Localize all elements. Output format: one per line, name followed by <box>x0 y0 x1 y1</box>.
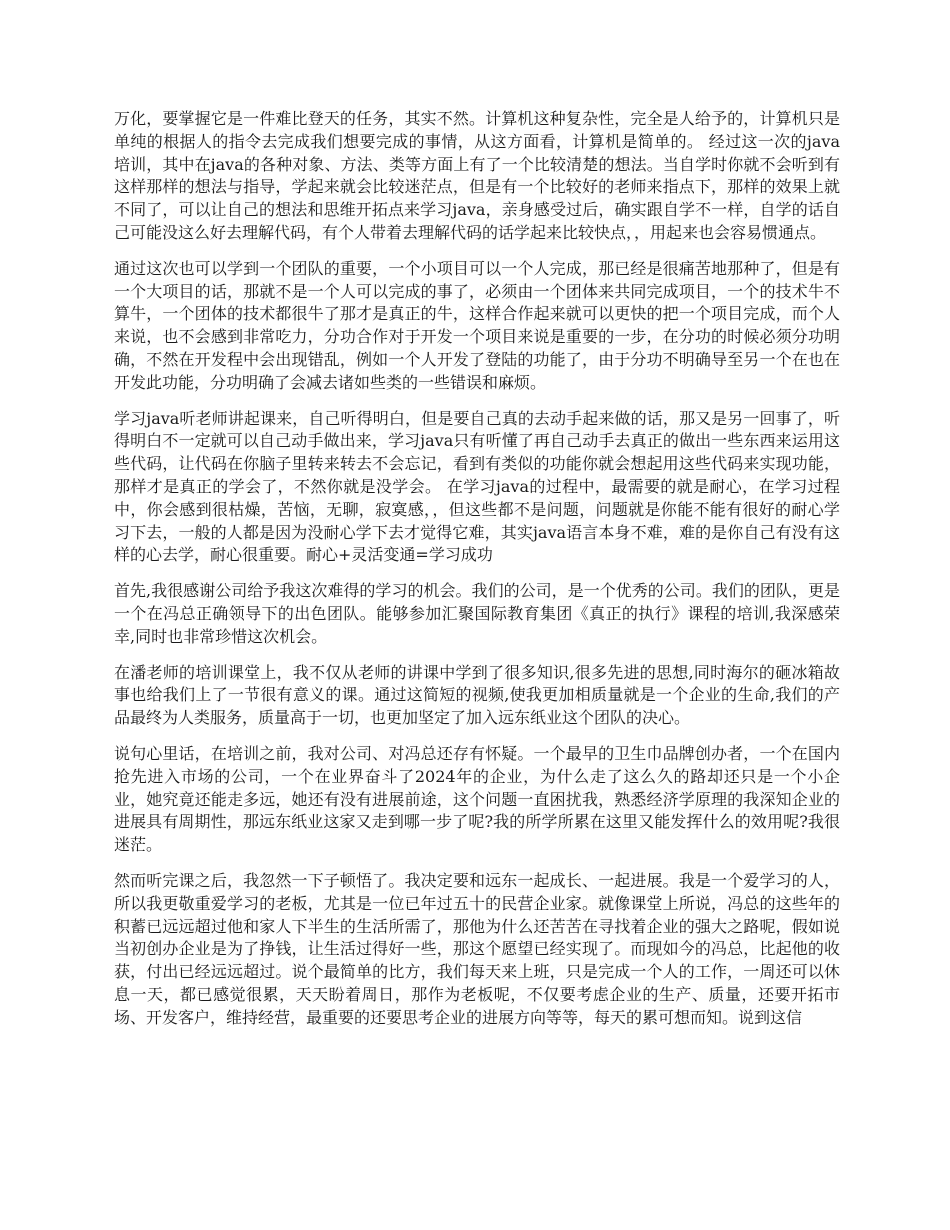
paragraph-1: 万化，要掌握它是一件难比登天的任务，其实不然。计算机这种复杂性，完全是人给予的，计算机只是单纯的根据人的指令去完成我们想要完成的事情，从这方面看，计算机是简单的。 经过这一次的java培训，其中在java的各种对象、方法、类等方面上有了一个比较清楚的想法。当自学时你就不会听到有这样那样的想法与指导，学起来就会比较迷茫点，但是有一个比较好的老师来指点下，那样的效果上就不同了，可以让自己的想法和思维开拓点来学习java，亲身感受过后，确实跟自学不一样，自学的话自己可能没这么好去理解代码，有个人带着去理解代码的话学起来比较快点，，用起来也会容易惯通点。 <box>114 109 840 242</box>
paragraph-7: 然而听完课之后，我忽然一下子顿悟了。我决定要和远东一起成长、一起进展。我是一个爱学习的人，所以我更敬重爱学习的老板，尤其是一位已年过五十的民营企业家。就像课堂上所说，冯总的这些年的积蓄已远远超过他和家人下半生的生活所需了，那他为什么还苦苦在寻找着企业的强大之路呢，假如说当初创办企业是为了挣钱，让生活过得好一些，那这个愿望已经实现了。而现如今的冯总，比起他的收获，付出已经远远超过。说个最简单的比方，我们每天来上班，只是完成一个人的工作，一周还可以休息一天，都已感觉很累，天天盼着周日，那作为老板呢，不仅要考虑企业的生产、质量，还要开拓市场、开发客户，维持经营，最重要的还要思考企业的进展方向等等，每天的累可想而知。说到这信 <box>114 870 840 1027</box>
paragraph-6: 说句心里话，在培训之前，我对公司、对冯总还存有怀疑。一个最早的卫生巾品牌创办者，一个在国内抢先进入市场的公司，一个在业界奋斗了2024年的企业，为什么走了这么久的路却还只是一个小企业，她究竟还能走多远，她还有没有进展前途，这个问题一直困扰我，熟悉经济学原理的我深知企业的进展具有周期性，那远东纸业这家又走到哪一步了呢?我的所学所累在这里又能发挥什么的效用呢?我很迷茫。 <box>114 743 840 855</box>
paragraph-4: 首先,我很感谢公司给予我这次难得的学习的机会。我们的公司，是一个优秀的公司。我们的团队，更是一个在冯总正确领导下的出色团队。能够参加汇聚国际教育集团《真正的执行》课程的培训,我深感荣幸,同时也非常珍惜这次机会。 <box>114 581 840 646</box>
document-body <box>114 108 840 1042</box>
paragraph-2: 通过这次也可以学到一个团队的重要，一个小项目可以一个人完成，那已经是很痛苦地那种了，但是有一个大项目的话，那就不是一个人可以完成的事了，必须由一个团体来共同完成项目，一个的技术牛不算牛，一个团体的技术都很牛了那才是真正的牛，这样合作起来就可以更快的把一个项目完成，而个人来说，也不会感到非常吃力，分功合作对于开发一个项目来说是重要的一步，在分功的时候必须分功明确，不然在开发程中会出现错乱，例如一个人开发了登陆的功能了，由于分功不明确导至另一个在也在开发此功能，分功明确了会减去诸如些类的一些错误和麻烦。 <box>114 258 840 392</box>
paragraph-3: 学习java听老师讲起课来，自己听得明白，但是要自己真的去动手起来做的话，那又是另一回事了，听得明白不一定就可以自己动手做出来，学习java只有听懂了再自己动手去真正的做出一些东西来运用这些代码，让代码在你脑子里转来转去不会忘记，看到有类似的功能你就会想起用这些代码来实现功能，那样才是真正的学会了，不然你就是没学会。 在学习java的过程中，最需要的就是耐心，在学习过程中，你会感到很枯燥，苦恼，无聊，寂寞感，，但这些都不是问题，问题就是你能不能有很好的耐心学习下去，一般的人都是因为没耐心学下去才觉得它难，其实java语言本身不难，难的是你自己有没有这样的心去学，耐心很重要。耐心+灵活变通=学习成功 <box>114 408 840 565</box>
paragraph-5: 在潘老师的培训课堂上，我不仅从老师的讲课中学到了很多知识,很多先进的思想,同时海尔的砸冰箱故事也给我们上了一节很有意义的课。通过这简短的视频,使我更加相质量就是一个企业的生命,我们的产品最终为人类服务，质量高于一切，也更加坚定了加入远东纸业这个团队的决心。 <box>114 662 840 728</box>
